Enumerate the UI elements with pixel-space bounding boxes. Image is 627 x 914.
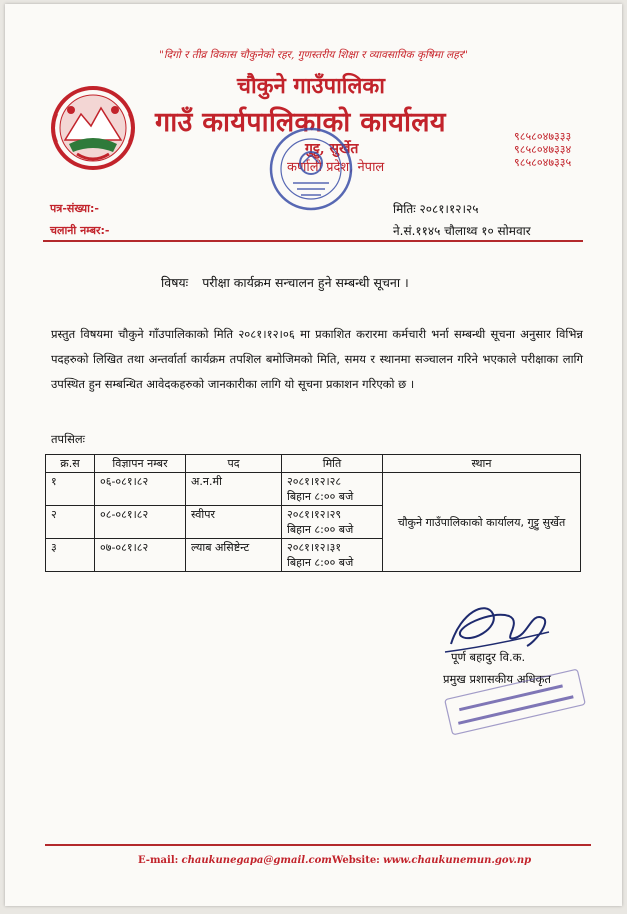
website-link[interactable]: www.chaukunemun.gov.np <box>383 855 532 866</box>
row-date <box>282 506 383 539</box>
table-header-row <box>46 455 581 473</box>
footer-email <box>138 855 332 866</box>
footer-divider <box>45 844 591 846</box>
row-post: अ.न.मी <box>186 473 282 506</box>
row-time-value: बिहान ८:०० बजे <box>287 556 354 569</box>
row-sn: १ <box>46 473 95 506</box>
signer-title: प्रमुख प्रशासकीय अधिकृत <box>443 672 551 686</box>
row-date <box>282 539 383 572</box>
row-post: स्वीपर <box>186 506 282 539</box>
office-name: गाउँ कार्यपालिकाको कार्यालय <box>155 107 446 138</box>
row-time-value: बिहान ८:०० बजे <box>287 490 354 503</box>
row-ad-number: ०७-०८१।८२ <box>95 539 186 572</box>
header-date: मिति <box>282 455 383 473</box>
row-place: चौकुने गाउँपालिकाको कार्यालय, गुट्टु सुर्खेत <box>383 473 581 572</box>
tapsil-label: तपसिलः <box>51 432 85 446</box>
row-ad-number: ०६-०८१।८२ <box>95 473 186 506</box>
phone-number: ९८५८०४७३३३ <box>514 130 572 143</box>
subject-line <box>161 274 419 291</box>
letter-date: मितिः २०८१।१२।२५ <box>393 202 479 216</box>
row-sn: २ <box>46 506 95 539</box>
district-address: गुट्टु, सुर्खेत <box>305 141 359 157</box>
website-label: Website: <box>332 855 380 866</box>
patra-sankhya-label: पत्र-संख्या:- <box>50 202 99 215</box>
notice-body: प्रस्तुत विषयमा चौकुने गाँउपालिकाको मिति २०८१।१२।०६ मा प्रकाशित करारमा कर्मचारी भर्ना सम्बन्धी सूचना अनुसार विभिन्न पदहरुको लिखित तथा अन्तर्वार्ता कार्यक्रम तपशिल बमोजिमको मिति, समय र स्थानमा सञ्चालन गरिने भएकाले परीक्षाका लागि उपस्थित हुन सम्बन्धित आवेदकहरुको जानकारीका लागि यो सूचना प्रकाशन गरिएको छ । <box>51 327 583 391</box>
chalani-number-label: चलानी नम्बर:- <box>50 224 110 237</box>
phone-number: ९८५८०४७३३४ <box>514 143 572 156</box>
letter-page <box>5 4 622 906</box>
email-link[interactable]: chaukunegapa@gmail.com <box>181 855 332 866</box>
header-place: स्थान <box>383 455 581 473</box>
header-sn: क्र.स <box>46 455 95 473</box>
row-date <box>282 473 383 506</box>
nepal-sambat-date: ने.सं.११४५ चौलाथ्व १० सोमवार <box>393 224 531 238</box>
municipality-name: चौकुने गाउँपालिका <box>237 73 385 99</box>
row-date-value: २०८१।१२।३१ <box>287 541 342 554</box>
email-label: E-mail: <box>138 855 179 866</box>
row-date-value: २०८१।१२।२८ <box>287 475 342 488</box>
nepal-emblem-icon <box>47 84 139 172</box>
subject-label: विषयः <box>161 275 189 290</box>
row-post: ल्याब असिष्टेन्ट <box>186 539 282 572</box>
header-divider <box>43 240 583 242</box>
exam-schedule-table <box>45 454 581 572</box>
row-time-value: बिहान ८:०० बजे <box>287 523 354 536</box>
footer-website <box>332 855 531 866</box>
phone-list <box>514 130 571 169</box>
office-stamp-icon <box>263 121 359 217</box>
row-sn: ३ <box>46 539 95 572</box>
header-ad-number: विज्ञापन नम्बर <box>95 455 186 473</box>
province-address: कर्णाली प्रदेश, नेपाल <box>287 160 385 175</box>
subject-text: परीक्षा कार्यक्रम सन्चालन हुने सम्बन्धी सूचना । <box>202 275 409 290</box>
row-ad-number: ०८-०८१।८२ <box>95 506 186 539</box>
signer-name: पूर्ण बहादुर वि.क. <box>451 650 526 664</box>
header-post: पद <box>186 455 282 473</box>
table-row <box>46 473 581 506</box>
slogan: "दिगो र तीव्र विकास चौकुनेको रहर, गुणस्तरीय शिक्षा र व्यावसायिक कृषिमा लहर" <box>159 49 468 61</box>
phone-number: ९८५८०४७३३५ <box>514 156 572 169</box>
row-date-value: २०८१।१२।२९ <box>287 508 342 521</box>
